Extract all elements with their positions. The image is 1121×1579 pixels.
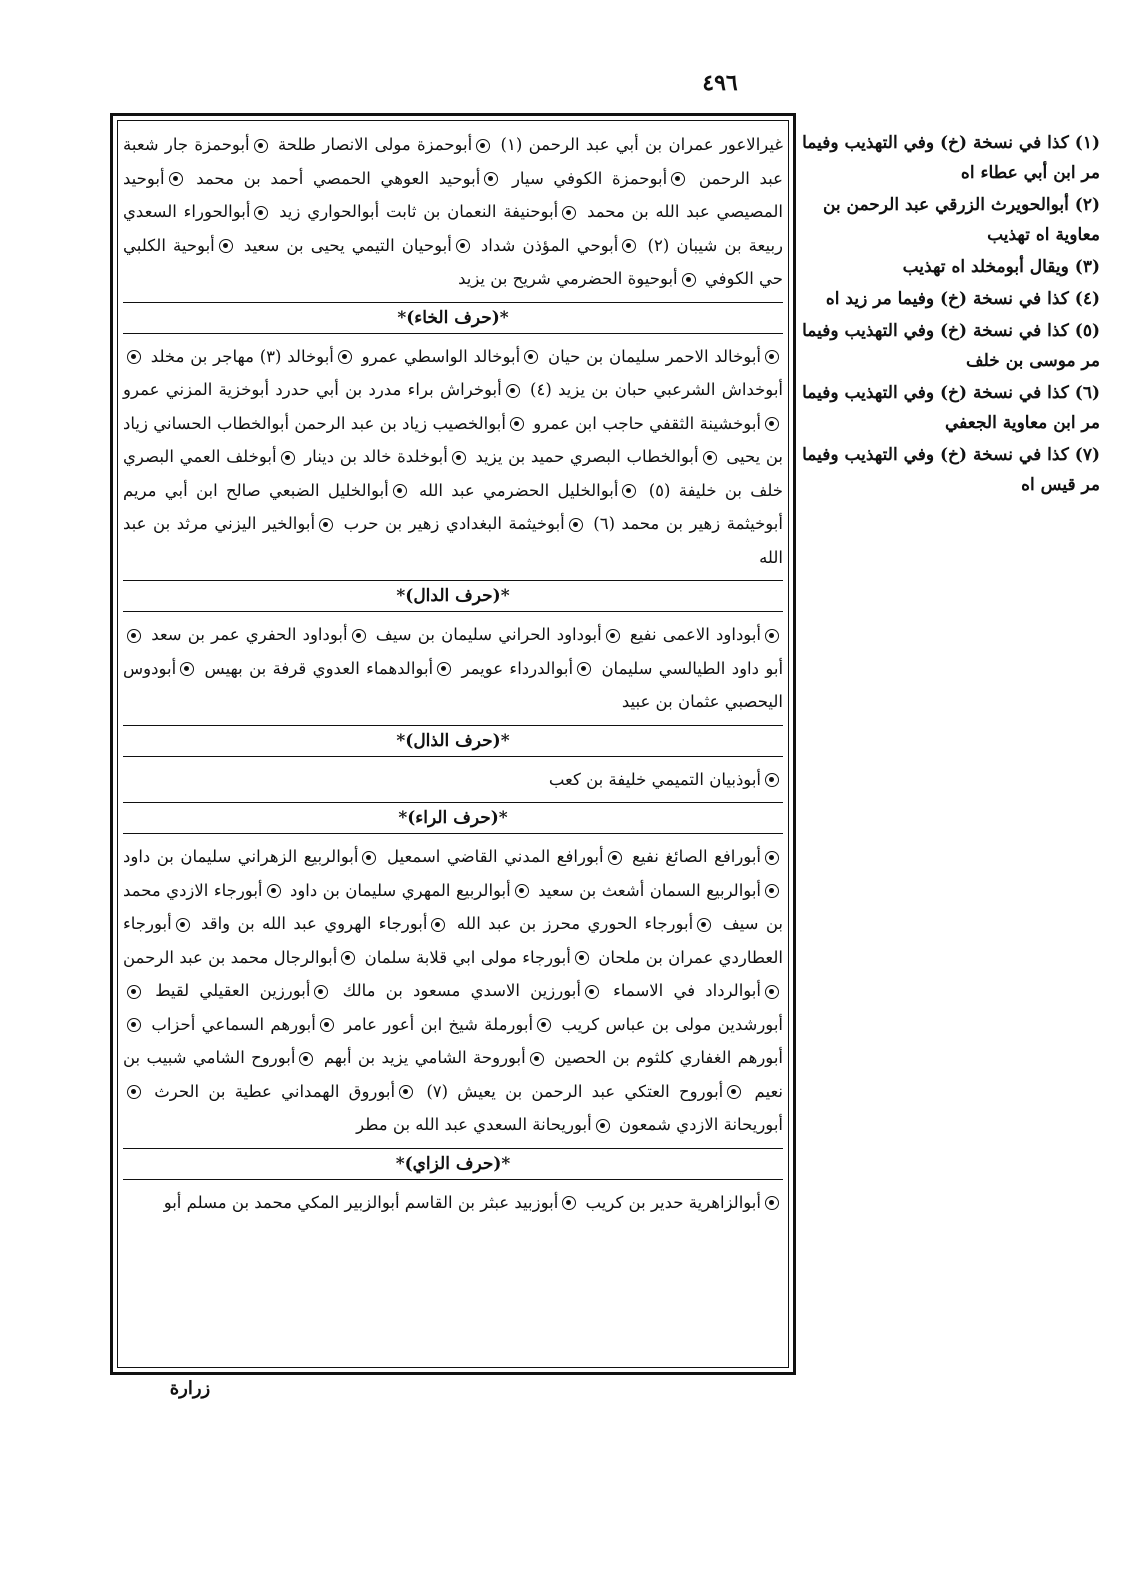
rosette-separator-icon (577, 662, 591, 676)
rosette-separator-icon (506, 384, 520, 398)
rosette-separator-icon (180, 662, 194, 676)
rosette-separator-icon (299, 1052, 313, 1066)
narrator-entry: أبورافع المدني القاضي اسمعيل (386, 847, 604, 866)
rosette-separator-icon (362, 851, 376, 865)
narrator-entry: أبوالخليل الحضرمي عبد الله (419, 480, 619, 500)
narrator-entry: أبوالرجال محمد بن عبد الرحمن (123, 947, 338, 967)
catchword: زرارة (169, 1378, 211, 1399)
narrator-entry: أبورجاء الازدي محمد بن سيف (123, 880, 784, 933)
rosette-separator-icon (127, 1018, 141, 1032)
section-body (123, 128, 783, 296)
narrator-entry: أبوخالد الواسطي عمرو (361, 346, 521, 366)
narrator-entry: أبورهم الغفاري كلثوم بن الحصين (554, 1048, 783, 1067)
narrator-entry: أبوذبيان التميمي خليفة بن كعب (548, 769, 761, 789)
narrator-entry: أبوحيد العوهي الحمصي أحمد بن محمد (196, 168, 481, 188)
narrator-entry: أبوروح الشامي شبيب بن نعيم (123, 1048, 783, 1101)
narrator-entry: أبوريحانة السعدي عبد الله بن مطر (356, 1115, 592, 1134)
section-heading: *(حرف الدال)* (123, 580, 783, 612)
section-heading: *(حرف الذال)* (123, 725, 783, 757)
narrator-entry: أبوالربيع الزهراني سليمان بن داود (123, 847, 359, 866)
rosette-separator-icon (562, 1196, 576, 1210)
narrator-entry: أبوداود الحفري عمر بن سعد (151, 625, 348, 644)
rosette-separator-icon (127, 1085, 141, 1099)
narrator-entry: أبوخشينة الثقفي حاجب ابن عمرو (533, 413, 762, 433)
rosette-separator-icon (254, 206, 268, 220)
rosette-separator-icon (765, 1196, 779, 1210)
narrator-entry: أبوالخطاب البصري حميد بن يزيد (475, 447, 699, 466)
rosette-separator-icon (127, 629, 141, 643)
narrator-entry: أبوحمزة جار شعبة عبد الرحمن (123, 135, 784, 188)
rosette-separator-icon (254, 139, 268, 153)
rosette-separator-icon (399, 1085, 413, 1099)
narrator-entry: أبوالزاهرية حدير بن كريب (585, 1192, 761, 1212)
narrator-entry: أبودوس اليحصبي عثمان بن عبيد (123, 658, 783, 711)
narrator-entry: أبوخلدة خالد بن دينار (304, 447, 448, 466)
rosette-separator-icon (452, 451, 466, 465)
footnote: (١) كذا في نسخة (خ) وفي التهذيب وفيما مر ابن أبي عطاء اه (802, 133, 1100, 183)
narrator-entry: أبوحنيفة النعمان بن ثابت أبوالحواري زيد (279, 202, 559, 221)
footnote: (٢) أبوالحويرث الزرقي عبد الرحمن بن معاوية اه تهذيب (822, 195, 1100, 245)
section-body (123, 618, 783, 719)
rosette-separator-icon (765, 773, 779, 787)
narrator-entry: أبوداود الاعمى نفيع (629, 625, 762, 644)
narrator-entry: أبورشدين مولى بن عباس كريب (561, 1014, 783, 1034)
narrator-entry: أبورجاء الحوري محرز بن عبد الله (456, 914, 694, 933)
rosette-separator-icon (562, 206, 576, 220)
page-number: ٤٩٦ (702, 70, 738, 96)
footnote: (٦) كذا في نسخة (خ) وفي التهذيب وفيما مر ابن معاوية الجعفي (802, 383, 1100, 433)
narrator-entry: أبوحي المؤذن شداد (480, 235, 619, 255)
narrator-entry: أبوالدهماء العدوي قرفة بن بهيس (204, 658, 434, 678)
narrator-entry: أبوروق الهمداني عطية بن الحرث (154, 1081, 396, 1101)
rosette-separator-icon (484, 172, 498, 186)
footnote: (٤) كذا في نسخة (خ) وفيما مر زيد اه (825, 289, 1100, 309)
section-heading: *(حرف الخاء)* (123, 302, 783, 334)
narrator-entry: أبوالحوراء السعدي ربيعة بن شيبان (٢) (123, 202, 784, 255)
narrator-entry: أبوحمزة مولى الانصار طلحة (277, 135, 473, 154)
rosette-separator-icon (608, 851, 622, 865)
rosette-separator-icon (622, 239, 636, 253)
rosette-separator-icon (476, 139, 490, 153)
rosette-separator-icon (671, 172, 685, 186)
narrator-entry: أبوخالد (٣) مهاجر بن مخلد (150, 346, 334, 366)
narrator-entry: أبوخراش براء مدرد بن أبي حدرد أبوخزية المزني عمرو (123, 380, 502, 399)
rosette-separator-icon (765, 417, 779, 431)
narrator-entry: أبورهم السماعي أحزاب (151, 1014, 316, 1034)
narrator-entry: أبوروح العتكي عبد الرحمن بن يعيش (٧) (426, 1081, 724, 1101)
rosette-separator-icon (352, 629, 366, 643)
rosette-separator-icon (765, 629, 779, 643)
rosette-separator-icon (510, 417, 524, 431)
rosette-separator-icon (219, 239, 233, 253)
rosette-separator-icon (127, 350, 141, 364)
rosette-separator-icon (393, 484, 407, 498)
rosette-separator-icon (697, 918, 711, 932)
narrator-entry: أبوالرداد في الاسماء (613, 981, 761, 1000)
narrator-entry: أبورزين العقيلي لقيط (155, 981, 311, 1000)
rosette-separator-icon (314, 985, 328, 999)
narrator-entry: أبوحيوة الحضرمي شريح بن يزيد (458, 269, 678, 288)
main-text (123, 128, 783, 1360)
narrator-entry: أبورملة شيخ ابن أعور عامر (344, 1014, 534, 1034)
rosette-separator-icon (682, 273, 696, 287)
section-body (123, 840, 783, 1142)
footnote: (٧) كذا في نسخة (خ) وفي التهذيب وفيما مر قيس اه (802, 445, 1100, 495)
rosette-separator-icon (765, 350, 779, 364)
rosette-separator-icon (176, 918, 190, 932)
rosette-separator-icon (606, 629, 620, 643)
narrator-entry: أبوحمزة الكوفي سيار (511, 168, 668, 188)
rosette-separator-icon (703, 451, 717, 465)
rosette-separator-icon (127, 985, 141, 999)
rosette-separator-icon (341, 951, 355, 965)
narrator-entry: أبوحيان التيمي يحيى بن سعيد (243, 235, 452, 255)
rosette-separator-icon (515, 884, 529, 898)
narrator-entry: أبوريحانة الازدي شمعون (618, 1115, 783, 1134)
rosette-separator-icon (437, 662, 451, 676)
margin-notes (800, 128, 1100, 502)
narrator-entry: أبوخيثمة البغدادي زهير بن حرب (343, 514, 565, 533)
rosette-separator-icon (456, 239, 470, 253)
narrator-entry: أبوزبيد عبثر بن القاسم أبوالزبير المكي محمد بن مسلم أبو (163, 1192, 559, 1212)
narrator-entry: أبوخداش الشرعبي حبان بن يزيد (٤) (530, 380, 784, 399)
narrator-entry: أبوالربيع السمان أشعث بن سعيد (538, 880, 761, 900)
narrator-entry: أبورجاء مولى ابي قلابة سلمان (364, 947, 571, 967)
narrator-entry: أبوالربيع المهري سليمان بن داود (289, 880, 511, 900)
footnote: (٥) كذا في نسخة (خ) وفي التهذيب وفيما مر موسى بن خلف (802, 321, 1100, 371)
section-body (123, 340, 783, 575)
rosette-separator-icon (622, 484, 636, 498)
rosette-separator-icon (431, 918, 445, 932)
rosette-separator-icon (338, 350, 352, 364)
narrator-entry: أبوالدرداء عويمر (461, 658, 574, 678)
narrator-entry: أبوداود الحراني سليمان بن سيف (375, 625, 602, 644)
section-heading: *(حرف الراء)* (123, 802, 783, 834)
rosette-separator-icon (267, 884, 281, 898)
narrator-entry: أبو داود الطيالسي سليمان (601, 658, 784, 678)
rosette-separator-icon (524, 350, 538, 364)
narrator-entry: أبوحيد المصيصي عبد الله بن محمد (123, 168, 783, 221)
narrator-entry: أبورجاء الهروي عبد الله بن واقد (201, 914, 428, 933)
rosette-separator-icon (765, 884, 779, 898)
rosette-separator-icon (596, 1119, 610, 1133)
rosette-separator-icon (765, 851, 779, 865)
rosette-separator-icon (585, 985, 599, 999)
rosette-separator-icon (575, 951, 589, 965)
footnote: (٣) ويقال أبومخلد اه تهذيب (902, 257, 1100, 277)
narrator-entry: أبوخالد الاحمر سليمان بن حيان (547, 346, 761, 366)
text-frame (110, 113, 796, 1375)
rosette-separator-icon (569, 518, 583, 532)
narrator-entry: أبورزين الاسدي مسعود بن مالك (342, 981, 581, 1000)
rosette-separator-icon (727, 1085, 741, 1099)
rosette-separator-icon (281, 451, 295, 465)
section-body (123, 763, 783, 797)
rosette-separator-icon (530, 1052, 544, 1066)
narrator-entry: أبوحية الكلبي حي الكوفي (123, 235, 783, 288)
narrator-entry: أبوالخير اليزني مرثد بن عبد الله (123, 514, 783, 567)
section-body (123, 1186, 783, 1220)
narrator-entry: أبورجاء العطاردي عمران بن ملحان (123, 914, 784, 967)
rosette-separator-icon (319, 518, 333, 532)
section-heading: *(حرف الزاي)* (123, 1148, 783, 1180)
narrator-entry: أبوخلف العمي البصري خلف بن خليفة (٥) (123, 447, 784, 500)
rosette-separator-icon (765, 985, 779, 999)
rosette-separator-icon (320, 1018, 334, 1032)
narrator-entry: أبوروحة الشامي يزيد بن أبهم (323, 1048, 526, 1067)
rosette-separator-icon (537, 1018, 551, 1032)
rosette-separator-icon (169, 172, 183, 186)
narrator-entry: غيرالاعور عمران بن أبي عبد الرحمن (١) (500, 135, 783, 154)
narrator-entry: أبوالخليل الضبعي صالح ابن أبي مريم أبوخيثمة زهير بن محمد (٦) (123, 480, 783, 533)
narrator-entry: أبوالخصيب زياد بن عبد الرحمن أبوالخطاب الحساني زياد بن يحيى (123, 413, 784, 466)
narrator-entry: أبورافع الصائغ نفيع (632, 847, 761, 866)
